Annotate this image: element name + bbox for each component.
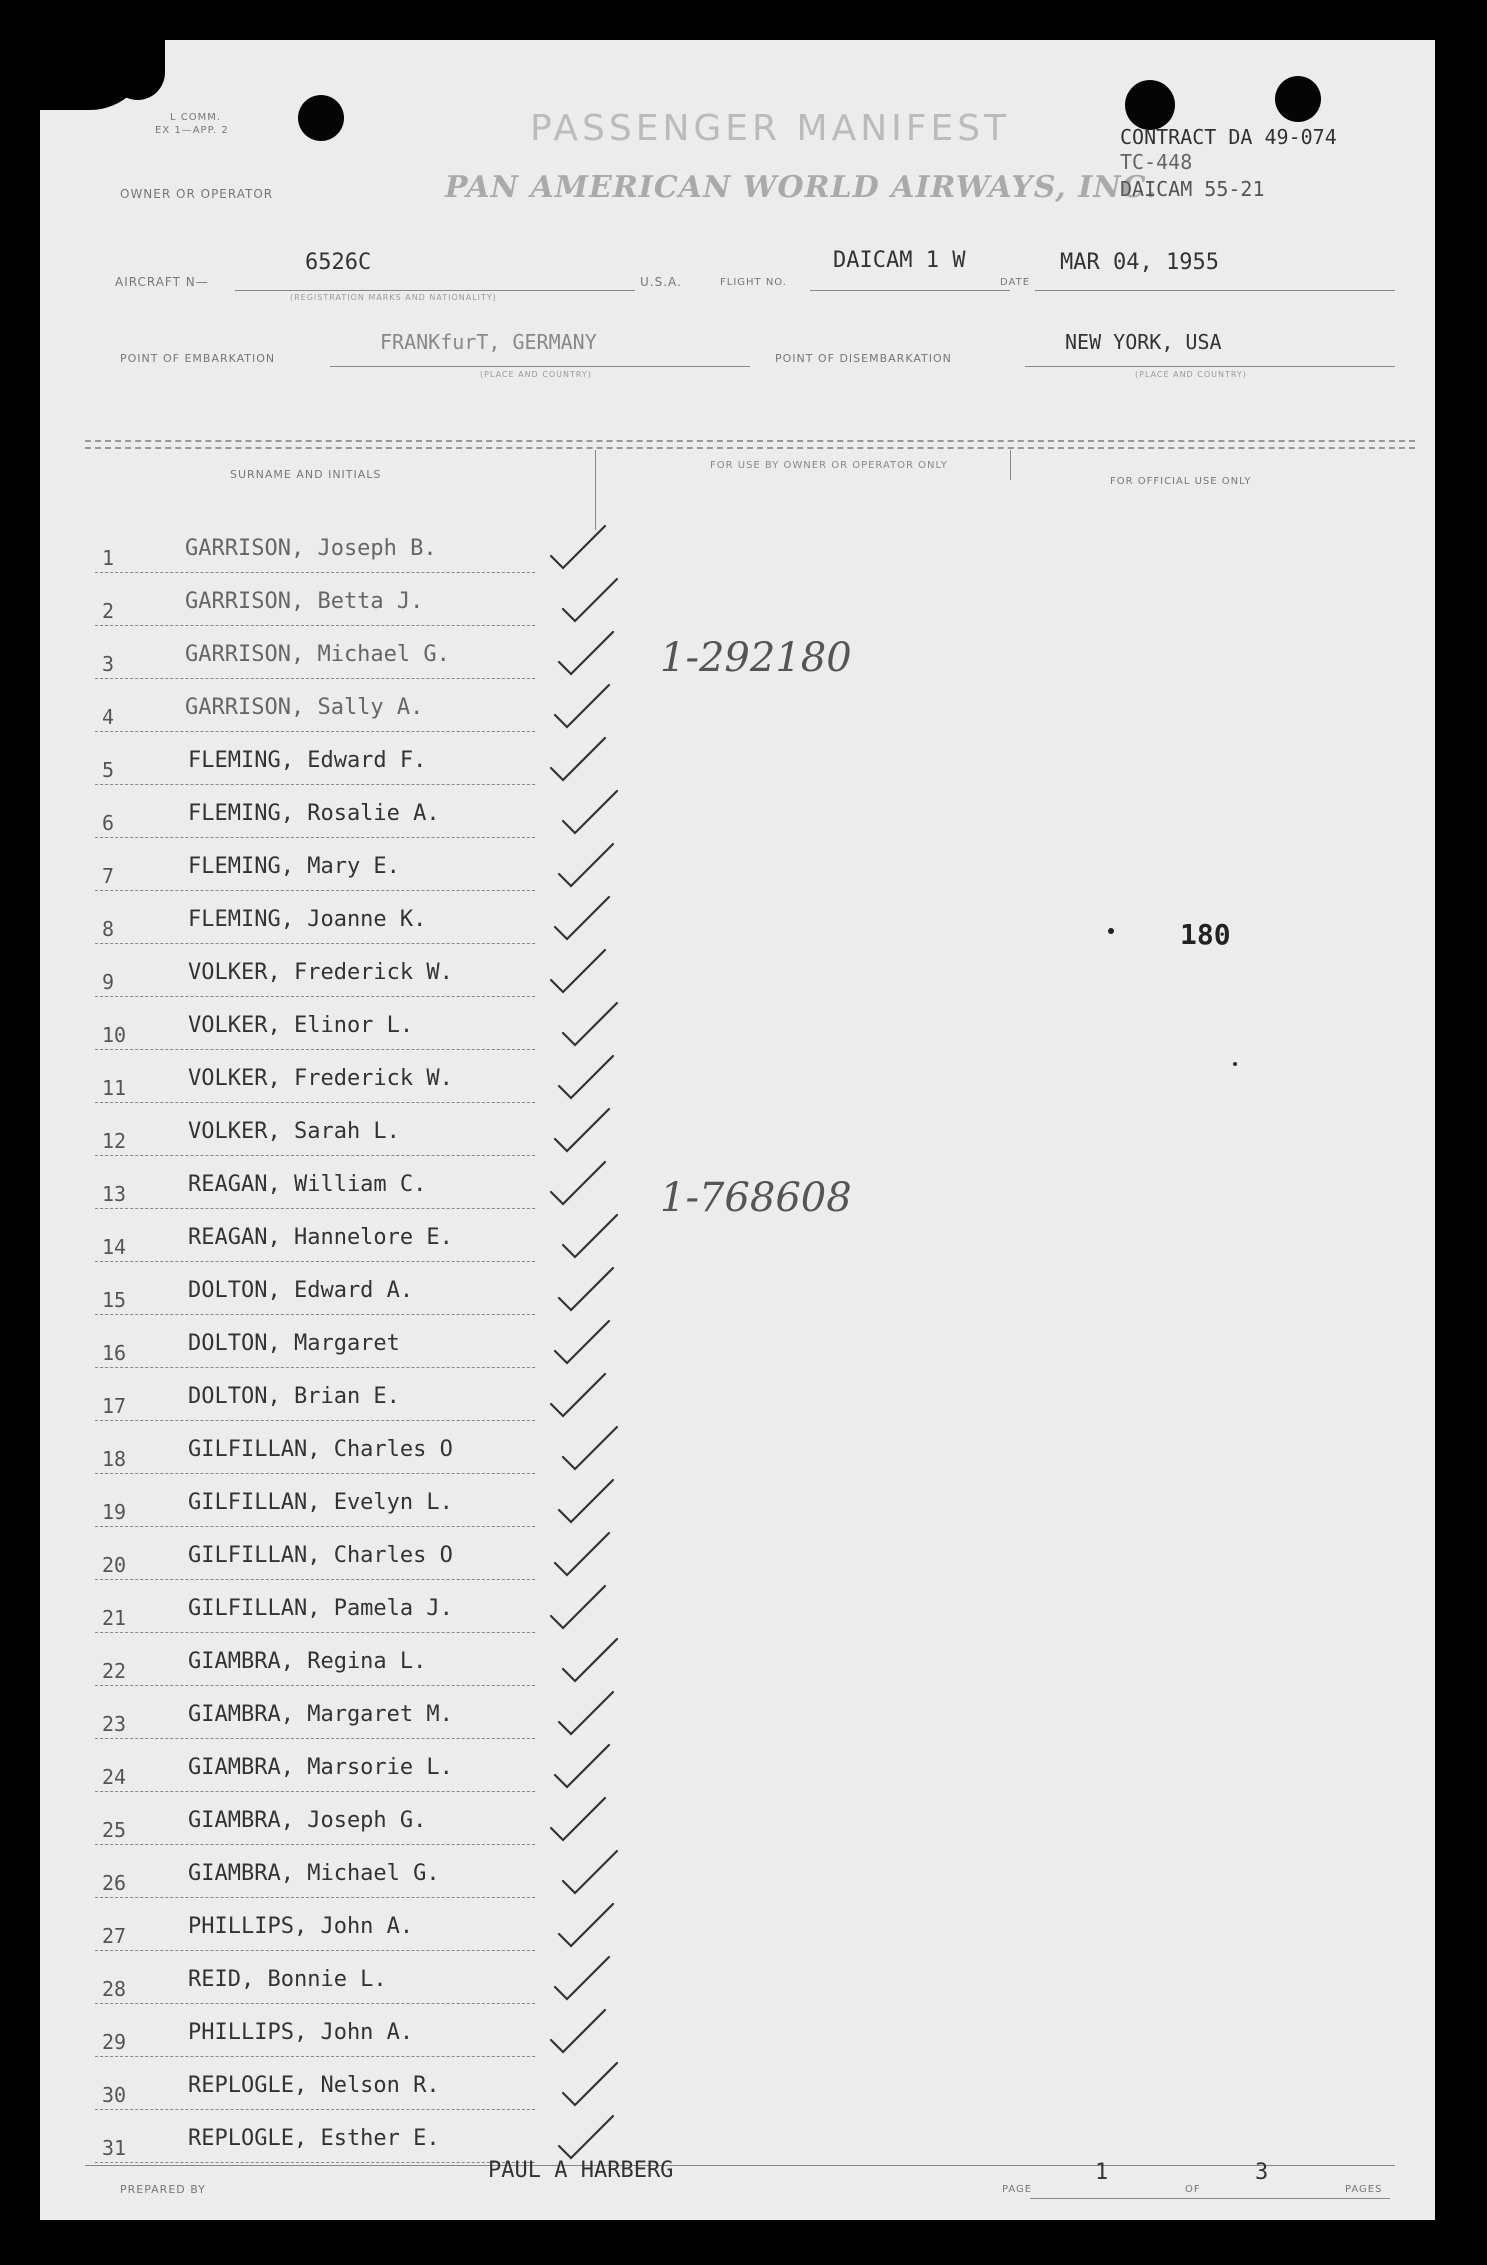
passenger-row bbox=[40, 952, 600, 1005]
row-rule bbox=[95, 943, 535, 944]
passenger-number: 11 bbox=[102, 1076, 127, 1100]
passenger-number: 7 bbox=[102, 864, 115, 888]
passenger-row bbox=[40, 1270, 600, 1323]
contract-line-2: TC-448 bbox=[1120, 150, 1193, 174]
passenger-name: PHILLIPS, John A. bbox=[188, 1914, 414, 1939]
passenger-row bbox=[40, 1959, 600, 2012]
page-value: 1 bbox=[1095, 2160, 1109, 2185]
passenger-row bbox=[40, 1164, 600, 1217]
embark-caption: (PLACE AND COUNTRY) bbox=[480, 370, 592, 379]
check-mark-icon bbox=[545, 1368, 625, 1423]
check-mark-icon bbox=[557, 1845, 637, 1900]
row-rule bbox=[95, 625, 535, 626]
check-mark-icon bbox=[545, 944, 625, 999]
speck-1 bbox=[1108, 928, 1114, 934]
passenger-number: 14 bbox=[102, 1235, 127, 1259]
passenger-row bbox=[40, 1005, 600, 1058]
col-owner-use: FOR USE BY OWNER OR OPERATOR ONLY bbox=[710, 460, 948, 471]
check-mark-icon bbox=[553, 626, 633, 681]
check-mark-icon bbox=[545, 732, 625, 787]
prepared-label: PREPARED BY bbox=[120, 2183, 206, 2196]
passenger-name: DOLTON, Edward A. bbox=[188, 1278, 414, 1303]
passenger-row bbox=[40, 528, 600, 581]
usa-label: U.S.A. bbox=[640, 275, 682, 289]
check-mark-icon bbox=[545, 2004, 625, 2059]
row-rule bbox=[95, 731, 535, 732]
check-mark-icon bbox=[553, 2110, 633, 2165]
check-mark-icon bbox=[557, 2057, 637, 2112]
check-mark-icon bbox=[545, 1580, 625, 1635]
row-rule bbox=[95, 1473, 535, 1474]
row-rule bbox=[95, 1738, 535, 1739]
row-rule bbox=[95, 1791, 535, 1792]
passenger-row bbox=[40, 1641, 600, 1694]
passenger-row bbox=[40, 1588, 600, 1641]
passenger-name: FLEMING, Rosalie A. bbox=[188, 801, 440, 826]
passenger-name: GARRISON, Joseph B. bbox=[185, 536, 437, 561]
passenger-name: GILFILLAN, Charles O bbox=[188, 1543, 453, 1568]
of-value: 3 bbox=[1255, 2160, 1269, 2185]
passenger-name: GARRISON, Betta J. bbox=[185, 589, 424, 614]
passenger-number: 25 bbox=[102, 1818, 127, 1842]
corner-text-1: L COMM. bbox=[170, 112, 222, 123]
column-divider-1 bbox=[595, 450, 596, 530]
of-label: OF bbox=[1185, 2184, 1201, 2195]
check-mark-icon bbox=[549, 1739, 629, 1794]
passenger-number: 10 bbox=[102, 1023, 127, 1047]
check-mark-icon bbox=[545, 520, 625, 575]
check-mark-icon bbox=[553, 1686, 633, 1741]
passenger-name: GIAMBRA, Joseph G. bbox=[188, 1808, 427, 1833]
passenger-number: 26 bbox=[102, 1871, 127, 1895]
row-rule bbox=[95, 1155, 535, 1156]
check-mark-icon bbox=[557, 785, 637, 840]
passenger-number: 24 bbox=[102, 1765, 127, 1789]
passenger-name: REAGAN, Hannelore E. bbox=[188, 1225, 453, 1250]
disembark-caption: (PLACE AND COUNTRY) bbox=[1135, 370, 1247, 379]
passenger-number: 17 bbox=[102, 1394, 127, 1418]
row-rule bbox=[95, 1579, 535, 1580]
row-rule bbox=[95, 890, 535, 891]
passenger-name: DOLTON, Brian E. bbox=[188, 1384, 400, 1409]
passenger-name: GILFILLAN, Pamela J. bbox=[188, 1596, 453, 1621]
passenger-number: 1 bbox=[102, 546, 115, 570]
passenger-row bbox=[40, 1535, 600, 1588]
passenger-name: REPLOGLE, Esther E. bbox=[188, 2126, 440, 2151]
passenger-number: 13 bbox=[102, 1182, 127, 1206]
passenger-row bbox=[40, 634, 600, 687]
passenger-number: 15 bbox=[102, 1288, 127, 1312]
passenger-number: 28 bbox=[102, 1977, 127, 2001]
punch-hole-right-1 bbox=[1125, 80, 1175, 130]
owner-label: OWNER OR OPERATOR bbox=[120, 187, 274, 201]
check-mark-icon bbox=[557, 997, 637, 1052]
aircraft-value: 6526C bbox=[305, 250, 372, 275]
flight-no-label: FLIGHT NO. bbox=[720, 277, 787, 288]
row-rule bbox=[95, 1261, 535, 1262]
contract-line-1: CONTRACT DA 49-074 bbox=[1120, 125, 1337, 149]
passenger-name: DOLTON, Margaret bbox=[188, 1331, 400, 1356]
passenger-name: REID, Bonnie L. bbox=[188, 1967, 387, 1992]
passenger-number: 12 bbox=[102, 1129, 127, 1153]
flight-no-value: DAICAM 1 W bbox=[833, 248, 966, 273]
row-rule bbox=[95, 1897, 535, 1898]
row-rule bbox=[95, 1526, 535, 1527]
passenger-row bbox=[40, 740, 600, 793]
row-rule bbox=[95, 2003, 535, 2004]
date-value: MAR 04, 1955 bbox=[1060, 250, 1219, 275]
torn-corner-blob bbox=[110, 40, 165, 100]
check-mark-icon bbox=[549, 1951, 629, 2006]
passenger-row bbox=[40, 1323, 600, 1376]
embark-label: POINT OF EMBARKATION bbox=[120, 352, 276, 365]
passenger-row bbox=[40, 899, 600, 952]
passenger-row bbox=[40, 2065, 600, 2118]
passenger-number: 29 bbox=[102, 2030, 127, 2054]
disembark-label: POINT OF DISEMBARKATION bbox=[775, 352, 952, 365]
passenger-name: GARRISON, Michael G. bbox=[185, 642, 450, 667]
date-label: DATE bbox=[1000, 277, 1031, 288]
pages-label: PAGES bbox=[1345, 2184, 1383, 2195]
passenger-row bbox=[40, 2012, 600, 2065]
passenger-number: 16 bbox=[102, 1341, 127, 1365]
passenger-number: 8 bbox=[102, 917, 115, 941]
check-mark-icon bbox=[553, 1474, 633, 1529]
check-mark-icon bbox=[557, 1209, 637, 1264]
disembark-value: NEW YORK, USA bbox=[1065, 330, 1222, 354]
row-rule bbox=[95, 996, 535, 997]
check-mark-icon bbox=[549, 1527, 629, 1582]
passenger-name: VOLKER, Frederick W. bbox=[188, 1066, 453, 1091]
passenger-number: 21 bbox=[102, 1606, 127, 1630]
passenger-row bbox=[40, 1111, 600, 1164]
check-mark-icon bbox=[553, 1050, 633, 1105]
row-rule bbox=[95, 1208, 535, 1209]
passenger-name: GIAMBRA, Marsorie L. bbox=[188, 1755, 453, 1780]
passenger-number: 27 bbox=[102, 1924, 127, 1948]
passenger-row bbox=[40, 1058, 600, 1111]
corner-text-2: EX 1—APP. 2 bbox=[155, 125, 229, 136]
check-mark-icon bbox=[557, 573, 637, 628]
passenger-number: 18 bbox=[102, 1447, 127, 1471]
col-surname: SURNAME AND INITIALS bbox=[230, 468, 382, 481]
passenger-row bbox=[40, 1906, 600, 1959]
passenger-number: 30 bbox=[102, 2083, 127, 2107]
passenger-row bbox=[40, 1800, 600, 1853]
passenger-name: FLEMING, Edward F. bbox=[188, 748, 427, 773]
passenger-name: GILFILLAN, Evelyn L. bbox=[188, 1490, 453, 1515]
row-rule bbox=[95, 2162, 535, 2163]
row-rule bbox=[95, 837, 535, 838]
passenger-name: GIAMBRA, Margaret M. bbox=[188, 1702, 453, 1727]
passenger-row bbox=[40, 581, 600, 634]
passenger-name: VOLKER, Elinor L. bbox=[188, 1013, 414, 1038]
passenger-number: 2 bbox=[102, 599, 115, 623]
passenger-number: 19 bbox=[102, 1500, 127, 1524]
check-mark-icon bbox=[549, 679, 629, 734]
aircraft-label: AIRCRAFT N— bbox=[115, 275, 209, 289]
passenger-row bbox=[40, 1747, 600, 1800]
prepared-value: PAUL A HARBERG bbox=[488, 2158, 674, 2183]
manifest-page bbox=[40, 40, 1435, 2220]
check-mark-icon bbox=[553, 1262, 633, 1317]
passenger-row bbox=[40, 1482, 600, 1535]
passenger-number: 20 bbox=[102, 1553, 127, 1577]
row-rule bbox=[95, 2109, 535, 2110]
check-mark-icon bbox=[557, 1633, 637, 1688]
passenger-name: VOLKER, Sarah L. bbox=[188, 1119, 400, 1144]
passenger-number: 5 bbox=[102, 758, 115, 782]
page-label: PAGE bbox=[1002, 2184, 1033, 2195]
passenger-name: GIAMBRA, Michael G. bbox=[188, 1861, 440, 1886]
registration-caption: (REGISTRATION MARKS AND NATIONALITY) bbox=[290, 293, 497, 302]
check-mark-icon bbox=[557, 1421, 637, 1476]
manifest-title: PASSENGER MANIFEST bbox=[530, 108, 1011, 149]
check-mark-icon bbox=[553, 838, 633, 893]
airline-name: PAN AMERICAN WORLD AIRWAYS, INC. bbox=[445, 170, 1158, 205]
speck-2 bbox=[1233, 1062, 1237, 1066]
punch-hole-right-2 bbox=[1275, 76, 1321, 122]
check-mark-icon bbox=[545, 1156, 625, 1211]
passenger-row bbox=[40, 1217, 600, 1270]
check-mark-icon bbox=[549, 1315, 629, 1370]
embark-value: FRANKfurT, GERMANY bbox=[380, 330, 597, 354]
row-rule bbox=[95, 1632, 535, 1633]
passenger-name: FLEMING, Joanne K. bbox=[188, 907, 427, 932]
passenger-row bbox=[40, 1376, 600, 1429]
passenger-row bbox=[40, 1853, 600, 1906]
row-rule bbox=[95, 2056, 535, 2057]
row-rule bbox=[95, 784, 535, 785]
passenger-row bbox=[40, 846, 600, 899]
passenger-name: GILFILLAN, Charles O bbox=[188, 1437, 453, 1462]
passenger-name: GIAMBRA, Regina L. bbox=[188, 1649, 427, 1674]
passenger-number: 31 bbox=[102, 2136, 127, 2160]
contract-line-3: DAICAM 55-21 bbox=[1120, 177, 1265, 201]
passenger-name: VOLKER, Frederick W. bbox=[188, 960, 453, 985]
row-rule bbox=[95, 1950, 535, 1951]
handwritten-ticket-2: 1-768608 bbox=[660, 1175, 852, 1221]
passenger-row bbox=[40, 687, 600, 740]
column-divider-2 bbox=[1010, 450, 1011, 480]
passenger-name: FLEMING, Mary E. bbox=[188, 854, 400, 879]
passenger-name: REAGAN, William C. bbox=[188, 1172, 427, 1197]
passenger-number: 23 bbox=[102, 1712, 127, 1736]
passenger-number: 22 bbox=[102, 1659, 127, 1683]
row-rule bbox=[95, 678, 535, 679]
row-rule bbox=[95, 1844, 535, 1845]
punch-hole-left bbox=[298, 95, 344, 141]
passenger-row bbox=[40, 1694, 600, 1747]
row-rule bbox=[95, 1102, 535, 1103]
passenger-row bbox=[40, 1429, 600, 1482]
passenger-name: REPLOGLE, Nelson R. bbox=[188, 2073, 440, 2098]
handwritten-ticket-1: 1-292180 bbox=[660, 635, 852, 681]
row-rule bbox=[95, 1049, 535, 1050]
passenger-number: 4 bbox=[102, 705, 115, 729]
check-mark-icon bbox=[549, 1103, 629, 1158]
passenger-row bbox=[40, 793, 600, 846]
passenger-name: PHILLIPS, John A. bbox=[188, 2020, 414, 2045]
row-rule bbox=[95, 1367, 535, 1368]
row-rule bbox=[95, 1314, 535, 1315]
check-mark-icon bbox=[549, 891, 629, 946]
col-official-use: FOR OFFICIAL USE ONLY bbox=[1110, 476, 1252, 487]
row-rule bbox=[95, 572, 535, 573]
passenger-number: 9 bbox=[102, 970, 115, 994]
stamp-number: 180 bbox=[1180, 918, 1231, 951]
row-rule bbox=[95, 1420, 535, 1421]
passenger-number: 3 bbox=[102, 652, 115, 676]
row-rule bbox=[95, 1685, 535, 1686]
check-mark-icon bbox=[545, 1792, 625, 1847]
check-mark-icon bbox=[553, 1898, 633, 1953]
passenger-number: 6 bbox=[102, 811, 115, 835]
passenger-name: GARRISON, Sally A. bbox=[185, 695, 424, 720]
